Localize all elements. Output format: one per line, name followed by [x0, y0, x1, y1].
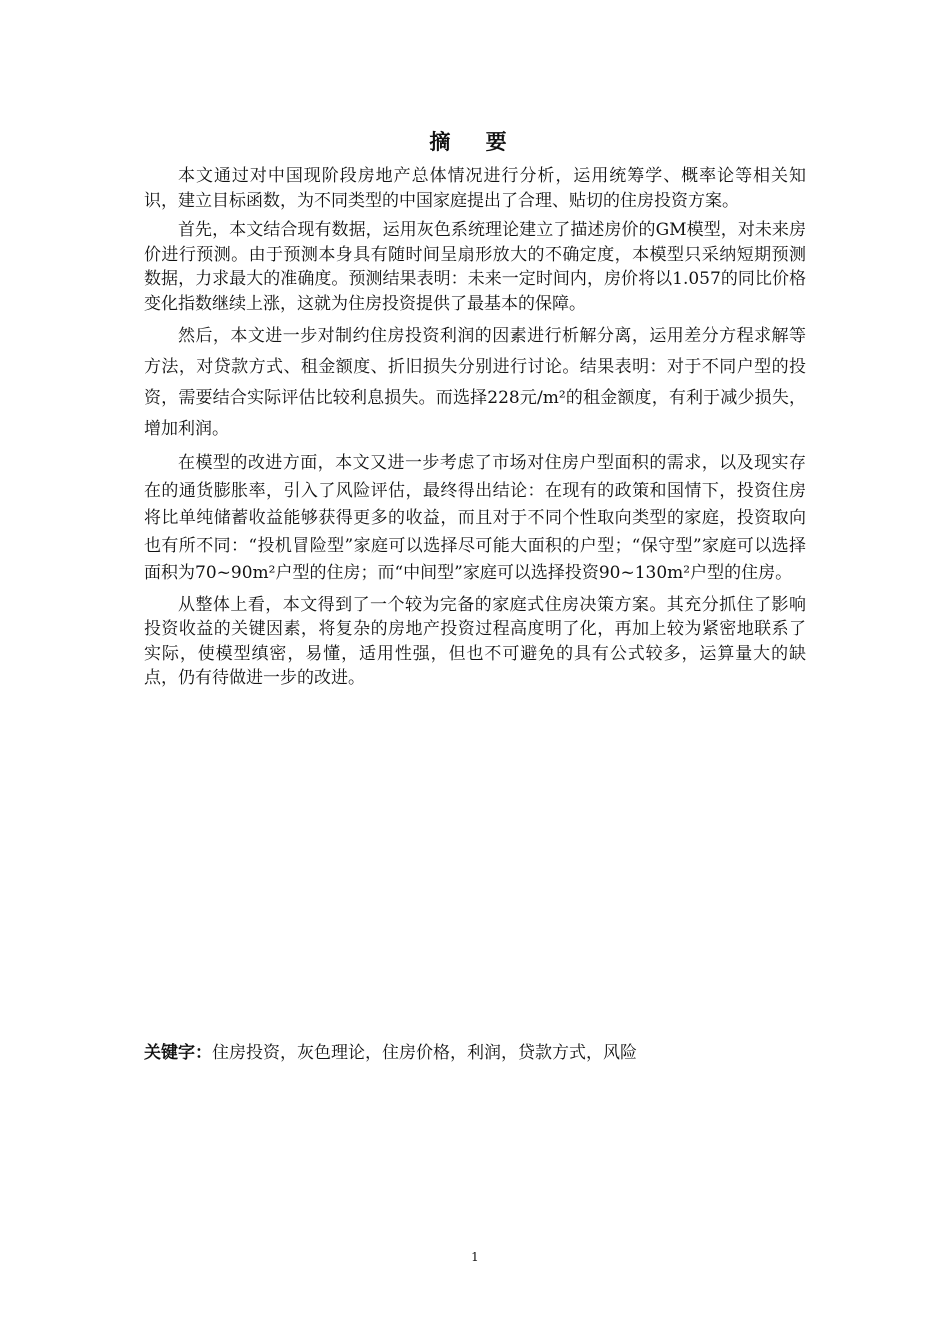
abstract-paragraph-3: 然后，本文进一步对制约住房投资利润的因素进行析解分离，运用差分方程求解等方法，对贷款方式、租金额度、折旧损失分别进行讨论。结果表明：对于不同户型的投资，需要结合实际评估比较利息损失。而选择228元/m²的租金额度，有利于减少损失，增加利润。	[144, 326, 806, 439]
abstract-body	[144, 164, 806, 696]
abstract-paragraph-4: 在模型的改进方面，本文又进一步考虑了市场对住房户型面积的需求，以及现实存在的通货膨胀率，引入了风险评估，最终得出结论：在现有的政策和国情下，投资住房将比单纯储蓄收益能够获得更多的收益，而且对于不同个性取向类型的家庭，投资取向也有所不同：“投机冒险型”家庭可以选择尽可能大面积的户型；“保守型”家庭可以选择面积为70~90m²户型的住房；而“中间型”家庭可以选择投资90~130m²户型的住房。	[144, 453, 806, 583]
keywords-line	[144, 1038, 637, 1063]
page-number: 1	[471, 1250, 479, 1264]
abstract-paragraph-5: 从整体上看，本文得到了一个较为完备的家庭式住房决策方案。其充分抓住了影响投资收益的关键因素，将复杂的房地产投资过程高度明了化，再加上较为紧密地联系了实际，使模型缜密，易懂，适用性强，但也不可避免的具有公式较多，运算量大的缺点，仍有待做进一步的改进。	[144, 594, 806, 688]
abstract-paragraph-1: 本文通过对中国现阶段房地产总体情况进行分析，运用统筹学、概率论等相关知识，建立目标函数，为不同类型的中国家庭提出了合理、贴切的住房投资方案。	[144, 166, 806, 211]
keywords-text: 住房投资，灰色理论，住房价格，利润，贷款方式，风险	[212, 1043, 637, 1063]
keywords-label: 关键字：	[144, 1043, 212, 1063]
abstract-title: 摘 要	[429, 129, 521, 154]
abstract-paragraph-2: 首先，本文结合现有数据，运用灰色系统理论建立了描述房价的GM模型，对未来房价进行预测。由于预测本身具有随时间呈扇形放大的不确定度，本模型只采纳短期预测数据，力求最大的准确度。预测结果表明：未来一定时间内，房价将以1.057的同比价格变化指数继续上涨，这就为住房投资提供了最基本的保障。	[144, 220, 806, 314]
